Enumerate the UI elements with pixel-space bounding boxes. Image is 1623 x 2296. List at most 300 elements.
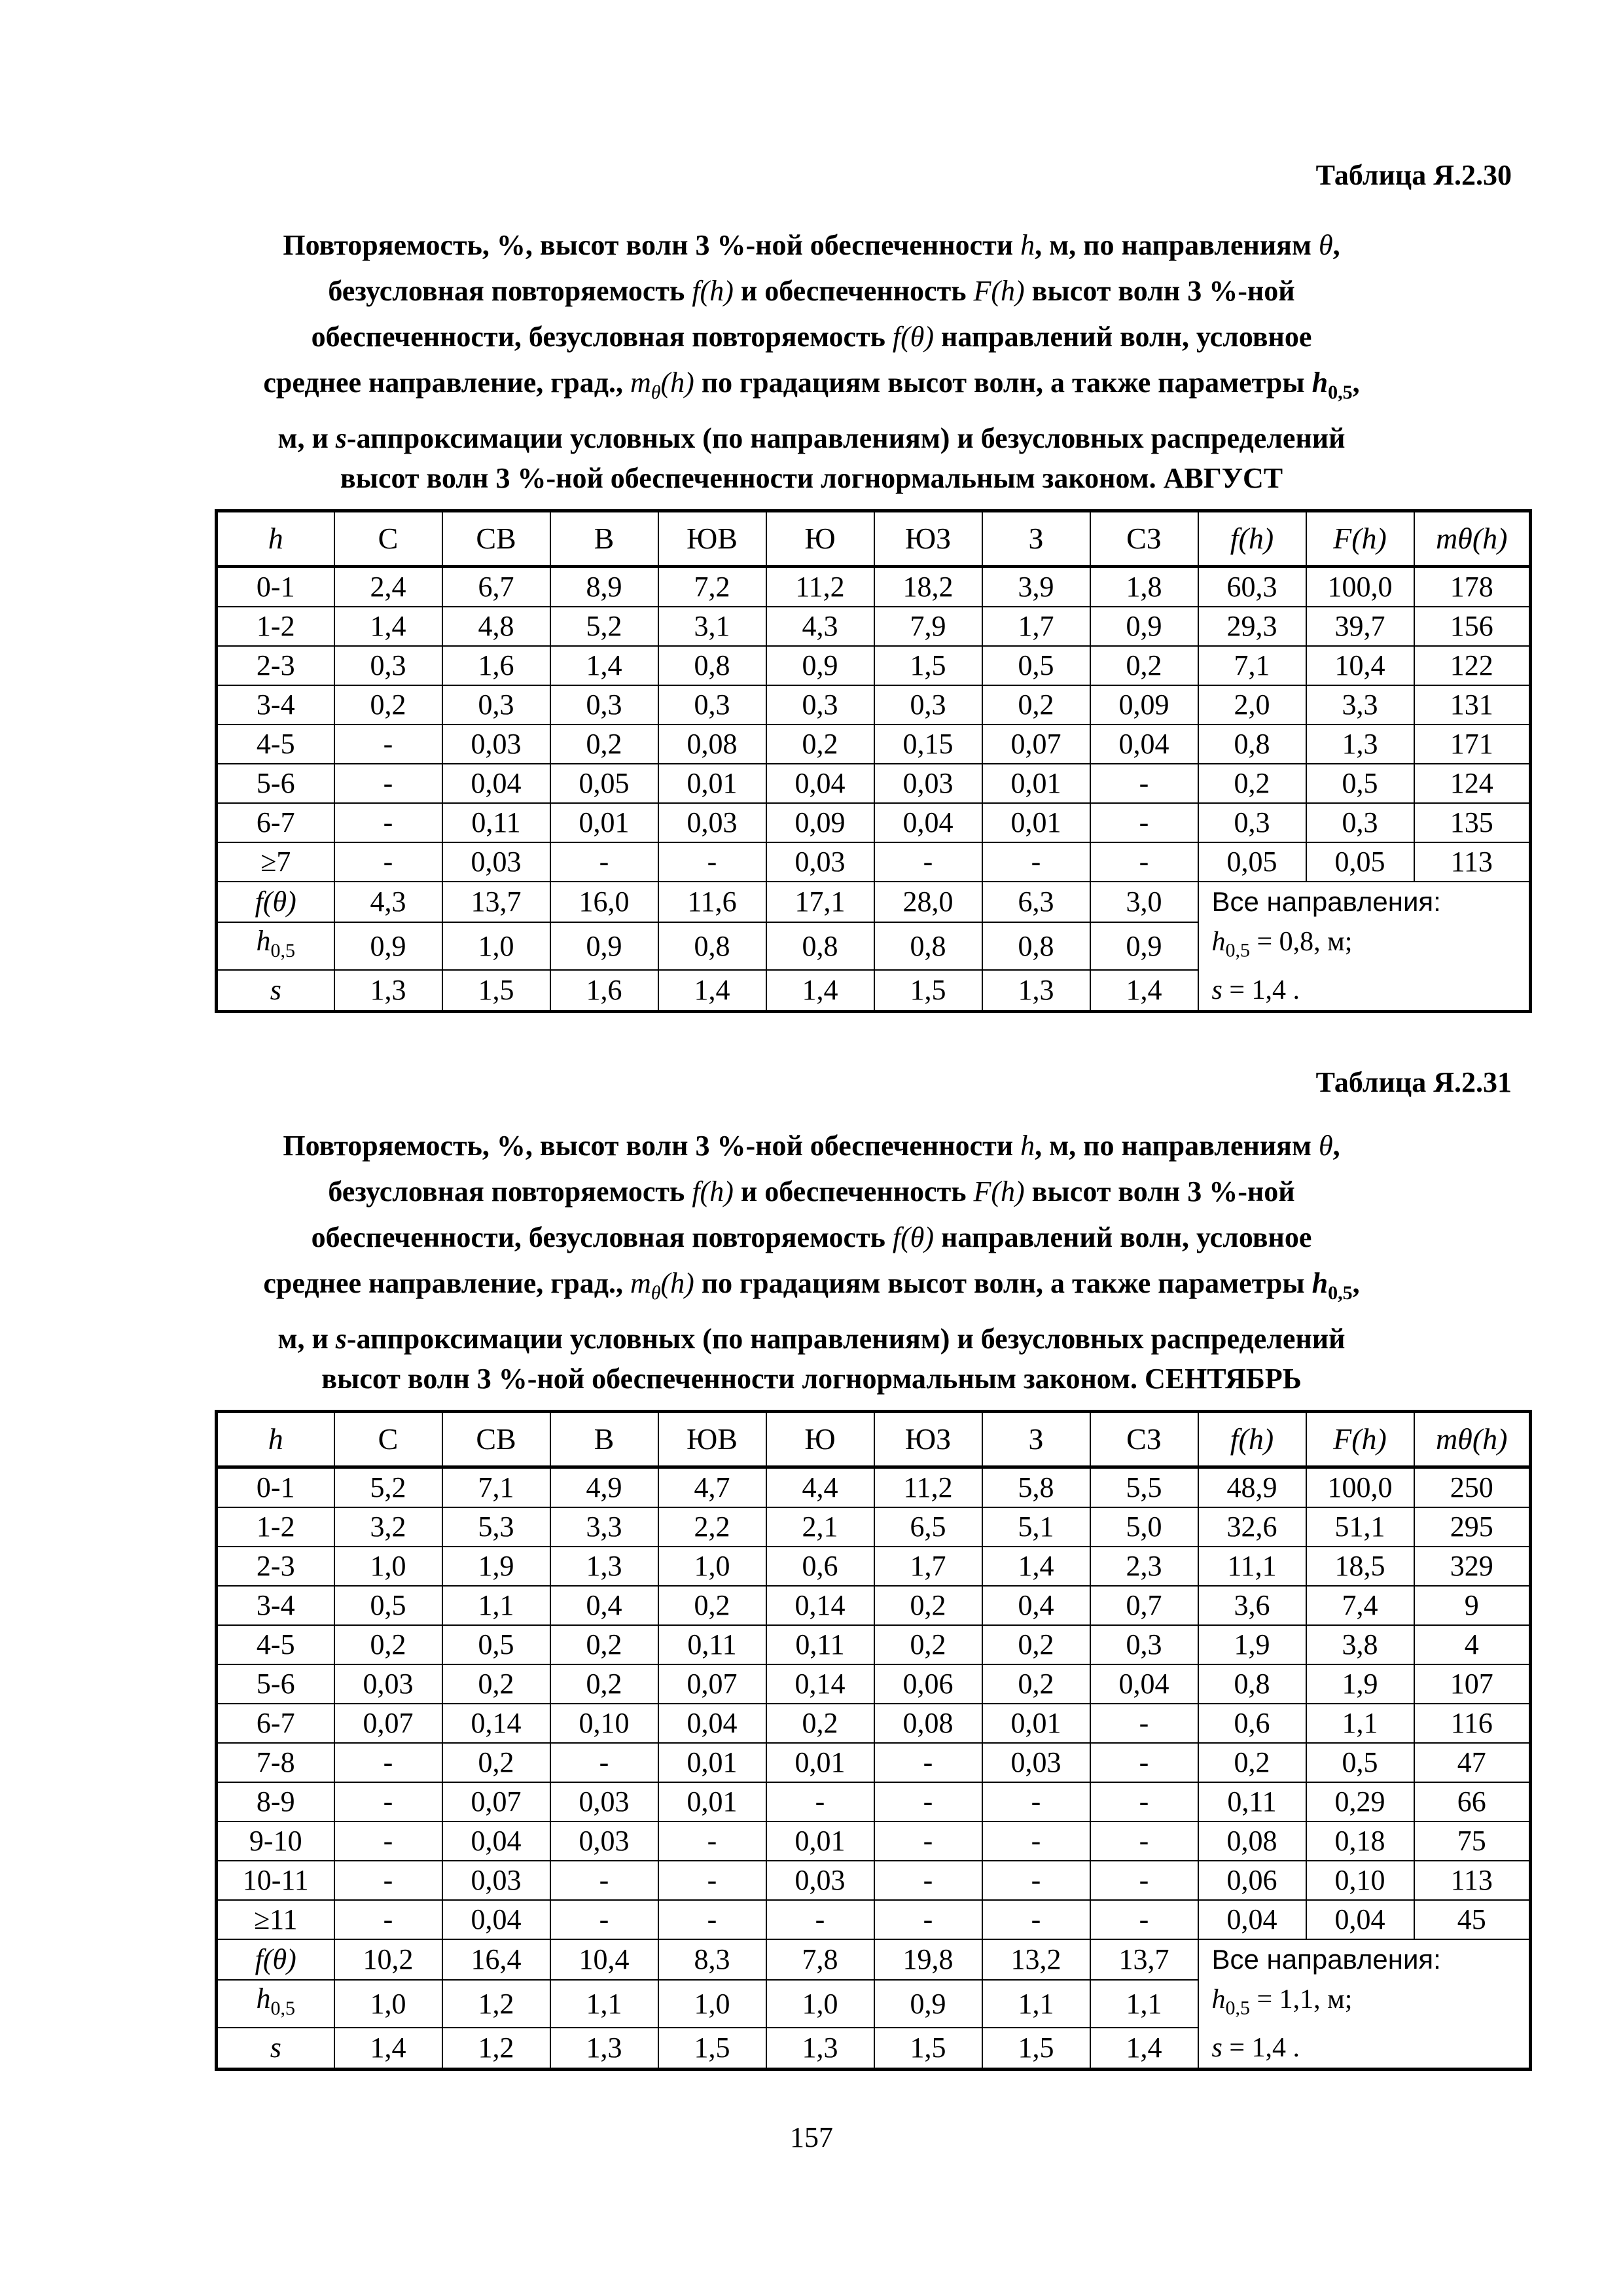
s-value: = 1,4 . xyxy=(1222,2033,1300,2064)
table-cell: 4,3 xyxy=(766,607,874,646)
table-cell: - xyxy=(334,1782,442,1821)
column-header-text: СВ xyxy=(476,522,516,555)
table-cell: 75 xyxy=(1414,1821,1531,1861)
column-header-text: Ю xyxy=(804,1422,836,1456)
table-cell: 3,6 xyxy=(1198,1586,1306,1625)
table-cell: 0,01 xyxy=(982,1704,1090,1743)
table-cell: 171 xyxy=(1414,725,1531,764)
table-cell: 0,08 xyxy=(1198,1821,1306,1861)
table-cell: 0,08 xyxy=(874,1704,982,1743)
table-cell: 3,1 xyxy=(658,607,766,646)
table-cell: 0,8 xyxy=(766,922,874,970)
table-cell: 0,29 xyxy=(1306,1782,1414,1821)
column-header-text: С xyxy=(378,522,399,555)
table-cell: 11,1 xyxy=(1198,1547,1306,1586)
table-cell: 0,5 xyxy=(1306,764,1414,803)
table-cell: 0,2 xyxy=(766,1704,874,1743)
row-label xyxy=(217,970,334,1012)
table-cell: 0,10 xyxy=(550,1704,658,1743)
table-cell: 0,07 xyxy=(442,1782,550,1821)
table-cell: 0,03 xyxy=(874,764,982,803)
table-cell: 4,7 xyxy=(658,1467,766,1508)
table-cell: 0,9 xyxy=(334,922,442,970)
table-cell: 10,2 xyxy=(334,1939,442,1980)
table-cell: 1,4 xyxy=(766,970,874,1012)
row-label xyxy=(217,922,334,970)
table-cell: 329 xyxy=(1414,1547,1531,1586)
column-header xyxy=(1306,1412,1414,1467)
table-cell: 0,5 xyxy=(1306,1743,1414,1782)
table-cell: 0,04 xyxy=(442,1821,550,1861)
table-cell: 1,7 xyxy=(982,607,1090,646)
table-cell: 0,11 xyxy=(658,1625,766,1664)
table-header-row xyxy=(217,511,1531,567)
table-cell: 5,0 xyxy=(1090,1507,1198,1547)
row-label xyxy=(217,1939,334,1980)
table-cell: 0,7 xyxy=(1090,1586,1198,1625)
column-header-text: СЗ xyxy=(1126,1422,1162,1456)
table-cell: 7,1 xyxy=(442,1467,550,1508)
table-label: Таблица Я.2.31 xyxy=(1315,1066,1512,1098)
table-cell: 2,0 xyxy=(1198,685,1306,725)
table-cell: 28,0 xyxy=(874,882,982,922)
table-cell: 122 xyxy=(1414,646,1531,685)
column-header-text: СВ xyxy=(476,1422,516,1456)
table-cell: 8,9 xyxy=(550,567,658,607)
column-header-text: Ю xyxy=(804,522,836,555)
table-cell: 6,7 xyxy=(442,567,550,607)
table-cell: 6-7 xyxy=(217,1704,334,1743)
column-header xyxy=(1198,511,1306,567)
table-cell: 2,4 xyxy=(334,567,442,607)
table-cell: 0,2 xyxy=(550,1625,658,1664)
all-directions-h05 xyxy=(1212,1979,1529,2028)
column-header xyxy=(217,1412,334,1467)
table-cell: 1,3 xyxy=(334,970,442,1012)
table-cell: 1,5 xyxy=(874,646,982,685)
table-cell: 1,9 xyxy=(442,1547,550,1586)
table-cell: 13,7 xyxy=(1090,1939,1198,1980)
table-cell: 107 xyxy=(1414,1664,1531,1704)
h05-subscript: 0,5 xyxy=(1225,939,1250,961)
column-header-text: С xyxy=(378,1422,399,1456)
table-row xyxy=(217,1664,1531,1704)
h05-symbol: h xyxy=(1211,927,1226,957)
table-cell: 0,04 xyxy=(874,803,982,842)
column-header xyxy=(334,511,442,567)
table-cell: 6,5 xyxy=(874,1507,982,1547)
column-header xyxy=(982,511,1090,567)
table-cell: - xyxy=(658,1900,766,1939)
table-cell: 3,9 xyxy=(982,567,1090,607)
table-cell: 0,3 xyxy=(1198,803,1306,842)
table-cell: 1,1 xyxy=(442,1586,550,1625)
table-cell: 39,7 xyxy=(1306,607,1414,646)
s-symbol: s xyxy=(1211,2033,1222,2064)
table-label: Таблица Я.2.30 xyxy=(1315,159,1512,191)
table-cell: 18,2 xyxy=(874,567,982,607)
table-cell: 0,2 xyxy=(1090,646,1198,685)
table-cell: 48,9 xyxy=(1198,1467,1306,1508)
column-header-text: ЮВ xyxy=(687,1422,738,1456)
table-cell: 0,2 xyxy=(982,685,1090,725)
h05-symbol: h xyxy=(1211,1984,1226,2015)
table-cell: 19,8 xyxy=(874,1939,982,1980)
table-cell: 66 xyxy=(1414,1782,1531,1821)
table-row xyxy=(217,725,1531,764)
table-cell: 0,03 xyxy=(550,1821,658,1861)
table-cell: 7,4 xyxy=(1306,1586,1414,1625)
row-label-text: f xyxy=(255,1943,263,1976)
table-cell: 0,2 xyxy=(766,725,874,764)
table-cell: 17,1 xyxy=(766,882,874,922)
table-row xyxy=(217,1547,1531,1586)
table-cell: 5-6 xyxy=(217,764,334,803)
table-cell: 0,9 xyxy=(766,646,874,685)
column-header xyxy=(1090,1412,1198,1467)
table-cell: - xyxy=(874,1861,982,1900)
table-row xyxy=(217,1861,1531,1900)
table-cell: 0,01 xyxy=(658,764,766,803)
table-cell: 178 xyxy=(1414,567,1531,607)
row-label-text: s xyxy=(270,974,281,1007)
table-cell: 0,05 xyxy=(1306,842,1414,882)
table-cell: - xyxy=(658,1821,766,1861)
table-cell: - xyxy=(658,1861,766,1900)
table-cell: 1,5 xyxy=(874,2028,982,2070)
table-cell: 0,4 xyxy=(982,1586,1090,1625)
table-cell: - xyxy=(874,1743,982,1782)
table-cell: 0,2 xyxy=(442,1664,550,1704)
table-cell: 1,5 xyxy=(442,970,550,1012)
table-cell: 32,6 xyxy=(1198,1507,1306,1547)
table-cell: 6,3 xyxy=(982,882,1090,922)
table-cell: 4,8 xyxy=(442,607,550,646)
column-header xyxy=(334,1412,442,1467)
table-cell: 1,1 xyxy=(550,1980,658,2028)
table-cell: - xyxy=(874,1782,982,1821)
column-header xyxy=(217,511,334,567)
table-cell: 0,04 xyxy=(1306,1900,1414,1939)
table-cell: - xyxy=(550,1743,658,1782)
column-header-text: F(h) xyxy=(1333,522,1387,555)
table-cell: 0,3 xyxy=(550,685,658,725)
column-header-text: З xyxy=(1028,1422,1044,1456)
column-header xyxy=(658,1412,766,1467)
table-cell: 7,2 xyxy=(658,567,766,607)
table-cell: 0,04 xyxy=(442,764,550,803)
table-cell: 45 xyxy=(1414,1900,1531,1939)
table-cell: - xyxy=(982,1861,1090,1900)
table-row xyxy=(217,1467,1531,1508)
table-cell: 1,4 xyxy=(334,2028,442,2070)
table-cell: 1,8 xyxy=(1090,567,1198,607)
row-label-text: (θ) xyxy=(262,886,296,918)
row-f-theta xyxy=(217,1939,1531,1980)
table-cell: 1,3 xyxy=(550,1547,658,1586)
table-cell: 0,03 xyxy=(766,842,874,882)
column-header xyxy=(1090,511,1198,567)
table-cell: 0,2 xyxy=(550,1664,658,1704)
table-cell: 4-5 xyxy=(217,725,334,764)
column-header-text: З xyxy=(1028,522,1044,555)
table-cell: 0,01 xyxy=(982,803,1090,842)
table-cell: 1,4 xyxy=(658,970,766,1012)
table-cell: 8-9 xyxy=(217,1782,334,1821)
table-cell: 0,03 xyxy=(442,1861,550,1900)
table-cell: 3,2 xyxy=(334,1507,442,1547)
table-cell: 1-2 xyxy=(217,1507,334,1547)
table-cell: - xyxy=(982,1821,1090,1861)
table-cell: 9 xyxy=(1414,1586,1531,1625)
data-table xyxy=(215,509,1532,1013)
table-cell: 7-8 xyxy=(217,1743,334,1782)
table-cell: - xyxy=(334,1861,442,1900)
table-cell: 0,9 xyxy=(1090,922,1198,970)
table-cell: 0,11 xyxy=(442,803,550,842)
table-cell: 0,01 xyxy=(766,1821,874,1861)
table-cell: 5,1 xyxy=(982,1507,1090,1547)
table-cell: 0,3 xyxy=(334,646,442,685)
data-table xyxy=(215,1410,1532,2071)
column-header-text: mθ(h) xyxy=(1436,522,1508,555)
table-cell: 0,5 xyxy=(982,646,1090,685)
column-header xyxy=(766,1412,874,1467)
table-cell: 5,2 xyxy=(550,607,658,646)
table-cell: 4 xyxy=(1414,1625,1531,1664)
column-header-text: В xyxy=(594,1422,615,1456)
table-cell: 0,6 xyxy=(766,1547,874,1586)
table-cell: 0,01 xyxy=(766,1743,874,1782)
table-cell: 0,05 xyxy=(1198,842,1306,882)
table-cell: 0,03 xyxy=(982,1743,1090,1782)
table-cell: 47 xyxy=(1414,1743,1531,1782)
table-cell: 10,4 xyxy=(550,1939,658,1980)
table-cell: 5,8 xyxy=(982,1467,1090,1508)
table-cell: 1,2 xyxy=(442,1980,550,2028)
table-cell: - xyxy=(550,842,658,882)
table-cell: 0,14 xyxy=(442,1704,550,1743)
table-row xyxy=(217,1743,1531,1782)
column-header-text: h xyxy=(268,522,283,555)
row-label-text: f xyxy=(255,886,263,918)
table-cell: 250 xyxy=(1414,1467,1531,1508)
table-cell: 1,3 xyxy=(1306,725,1414,764)
table-row xyxy=(217,1625,1531,1664)
table-cell: 0,3 xyxy=(766,685,874,725)
table-cell: 2,2 xyxy=(658,1507,766,1547)
table-cell: 9-10 xyxy=(217,1821,334,1861)
column-header xyxy=(874,511,982,567)
table-cell: 2,3 xyxy=(1090,1547,1198,1586)
table-cell: - xyxy=(1090,764,1198,803)
h05-value: = 1,1, м; xyxy=(1250,1984,1353,2015)
table-cell: 0,04 xyxy=(766,764,874,803)
table-cell: 4-5 xyxy=(217,1625,334,1664)
table-cell: - xyxy=(1090,1821,1198,1861)
table-cell: 1,0 xyxy=(442,922,550,970)
table-cell: 0,01 xyxy=(658,1782,766,1821)
table-cell: 0,10 xyxy=(1306,1861,1414,1900)
table-cell: ≥11 xyxy=(217,1900,334,1939)
column-header xyxy=(1306,511,1414,567)
table-cell: ≥7 xyxy=(217,842,334,882)
table-cell: 5-6 xyxy=(217,1664,334,1704)
table-cell: 0,04 xyxy=(442,1900,550,1939)
table-cell: 7,9 xyxy=(874,607,982,646)
table-cell: 0,3 xyxy=(874,685,982,725)
table-cell: 0,2 xyxy=(442,1743,550,1782)
table-row xyxy=(217,764,1531,803)
table-cell: 0,01 xyxy=(550,803,658,842)
table-cell: 0,03 xyxy=(658,803,766,842)
table-cell: - xyxy=(982,842,1090,882)
table-cell: 0,06 xyxy=(1198,1861,1306,1900)
table-cell: 0,06 xyxy=(874,1664,982,1704)
table-cell: - xyxy=(874,842,982,882)
table-cell: 0,8 xyxy=(982,922,1090,970)
column-header-text: f(h) xyxy=(1230,1422,1274,1456)
table-cell: 1,4 xyxy=(550,646,658,685)
table-cell: 0,3 xyxy=(442,685,550,725)
table-cell: 1,7 xyxy=(874,1547,982,1586)
table-cell: 0,2 xyxy=(550,725,658,764)
table-cell: 0,14 xyxy=(766,1586,874,1625)
table-cell: 29,3 xyxy=(1198,607,1306,646)
table-cell: - xyxy=(1090,1861,1198,1900)
table-row xyxy=(217,607,1531,646)
table-cell: 11,2 xyxy=(766,567,874,607)
s-value: = 1,4 . xyxy=(1222,975,1300,1006)
row-label xyxy=(217,882,334,922)
table-cell: 0,03 xyxy=(442,842,550,882)
row-label-text: h xyxy=(256,1982,271,2015)
table-cell: 1-2 xyxy=(217,607,334,646)
table-cell: 1,1 xyxy=(1306,1704,1414,1743)
table-cell: 0,07 xyxy=(658,1664,766,1704)
table-cell: 1,9 xyxy=(1198,1625,1306,1664)
table-cell: 0,8 xyxy=(658,922,766,970)
table-cell: 0,5 xyxy=(334,1586,442,1625)
table-cell: 0,2 xyxy=(982,1664,1090,1704)
table-row xyxy=(217,1507,1531,1547)
table-cell: 1,0 xyxy=(334,1980,442,2028)
table-cell: 1,1 xyxy=(982,1980,1090,2028)
table-cell: 7,8 xyxy=(766,1939,874,1980)
table-cell: - xyxy=(982,1900,1090,1939)
table-cell: - xyxy=(766,1782,874,1821)
column-header-text: F(h) xyxy=(1333,1422,1387,1456)
table-cell: 124 xyxy=(1414,764,1531,803)
column-header xyxy=(550,1412,658,1467)
table-cell: 0,07 xyxy=(334,1704,442,1743)
column-header-text: ЮВ xyxy=(687,522,738,555)
table-cell: 1,4 xyxy=(982,1547,1090,1586)
table-cell: 116 xyxy=(1414,1704,1531,1743)
table-caption: Повторяемость, %, высот волн 3 %-ной обеспеченности h, м, по направлениям θ, безусловная повторяемость f(h) и обеспеченность F(h) высот волн 3 %-ной обеспеченности, безусловная повторяемость f(θ) направлений волн, условное среднее направление, град., $m_\theta(h)$ по градациям высот волн, а также параметры $h_{0,5}$, м, и s-аппроксимации условных (по направлениям) и безусловных распределений высот волн 3 %-ной обеспеченности логнормальным законом. АВГУСТ xyxy=(263,229,1360,494)
table-row xyxy=(217,842,1531,882)
table-cell: - xyxy=(1090,1782,1198,1821)
row-label-text: h xyxy=(256,925,271,958)
table-cell: 0,09 xyxy=(1090,685,1198,725)
column-header-text: В xyxy=(594,522,615,555)
row-label-sub: 0,5 xyxy=(270,940,295,962)
row-f-theta xyxy=(217,882,1531,922)
column-header xyxy=(1414,511,1531,567)
table-cell: 4,3 xyxy=(334,882,442,922)
page-number: 157 xyxy=(790,2121,833,2153)
table-cell: 0,04 xyxy=(1090,725,1198,764)
all-directions-summary xyxy=(1198,1939,1531,2070)
table-cell: 131 xyxy=(1414,685,1531,725)
table-cell: - xyxy=(982,1782,1090,1821)
table-cell: 0,01 xyxy=(982,764,1090,803)
table-cell: 0,5 xyxy=(442,1625,550,1664)
column-header-text: mθ(h) xyxy=(1436,1422,1508,1456)
table-cell: 0,9 xyxy=(874,1980,982,2028)
table-cell: 16,0 xyxy=(550,882,658,922)
row-label xyxy=(217,1980,334,2028)
all-directions-title: Все направления: xyxy=(1211,1944,1441,1975)
table-cell: - xyxy=(334,764,442,803)
table-cell: - xyxy=(550,1900,658,1939)
table-cell: 1,4 xyxy=(1090,970,1198,1012)
table-cell: 0,2 xyxy=(658,1586,766,1625)
table-cell: 0,4 xyxy=(550,1586,658,1625)
h05-value: = 0,8, м; xyxy=(1250,927,1353,957)
table-cell: 0,9 xyxy=(550,922,658,970)
table-cell: 1,5 xyxy=(658,2028,766,2070)
column-header xyxy=(442,511,550,567)
table-cell: 0,11 xyxy=(766,1625,874,1664)
table-cell: 0,04 xyxy=(1198,1900,1306,1939)
table-cell: 8,3 xyxy=(658,1939,766,1980)
table-cell: 1,1 xyxy=(1090,1980,1198,2028)
table-cell: - xyxy=(1090,803,1198,842)
all-directions-s xyxy=(1212,970,1529,1010)
table-cell: 51,1 xyxy=(1306,1507,1414,1547)
table-cell: 1,3 xyxy=(550,2028,658,2070)
column-header-text: h xyxy=(268,1422,283,1456)
column-header xyxy=(442,1412,550,1467)
table-cell: 1,9 xyxy=(1306,1664,1414,1704)
column-header xyxy=(982,1412,1090,1467)
table-cell: - xyxy=(1090,842,1198,882)
table-cell: - xyxy=(1090,1704,1198,1743)
table-header-row xyxy=(217,1412,1531,1467)
table-cell: 0,3 xyxy=(1090,1625,1198,1664)
table-cell: 0,07 xyxy=(982,725,1090,764)
table-cell: 135 xyxy=(1414,803,1531,842)
h05-subscript: 0,5 xyxy=(1225,1997,1250,2019)
table-cell: 0,8 xyxy=(1198,1664,1306,1704)
table-cell: 0,2 xyxy=(982,1625,1090,1664)
table-row xyxy=(217,567,1531,607)
table-cell: - xyxy=(874,1821,982,1861)
table-cell: 0,03 xyxy=(766,1861,874,1900)
table-cell: 1,4 xyxy=(334,607,442,646)
table-cell: 0,2 xyxy=(1198,1743,1306,1782)
table-cell: - xyxy=(334,842,442,882)
table-cell: 100,0 xyxy=(1306,1467,1414,1508)
table-cell: 1,6 xyxy=(550,970,658,1012)
table-cell: 18,5 xyxy=(1306,1547,1414,1586)
row-label-text: s xyxy=(270,2032,281,2064)
table-cell: - xyxy=(550,1861,658,1900)
table-row xyxy=(217,1586,1531,1625)
table-caption: Повторяемость, %, высот волн 3 %-ной обеспеченности h, м, по направлениям θ, безусловная повторяемость f(h) и обеспеченность F(h) высот волн 3 %-ной обеспеченности, безусловная повторяемость f(θ) направлений волн, условное среднее направление, град., $m_\theta(h)$ по градациям высот волн, а также параметры $h_{0,5}$, м, и s-аппроксимации условных (по направлениям) и безусловных распределений высот волн 3 %-ной обеспеченности логнормальным законом. СЕНТЯБРЬ xyxy=(263,1130,1360,1395)
table-cell: 2,1 xyxy=(766,1507,874,1547)
